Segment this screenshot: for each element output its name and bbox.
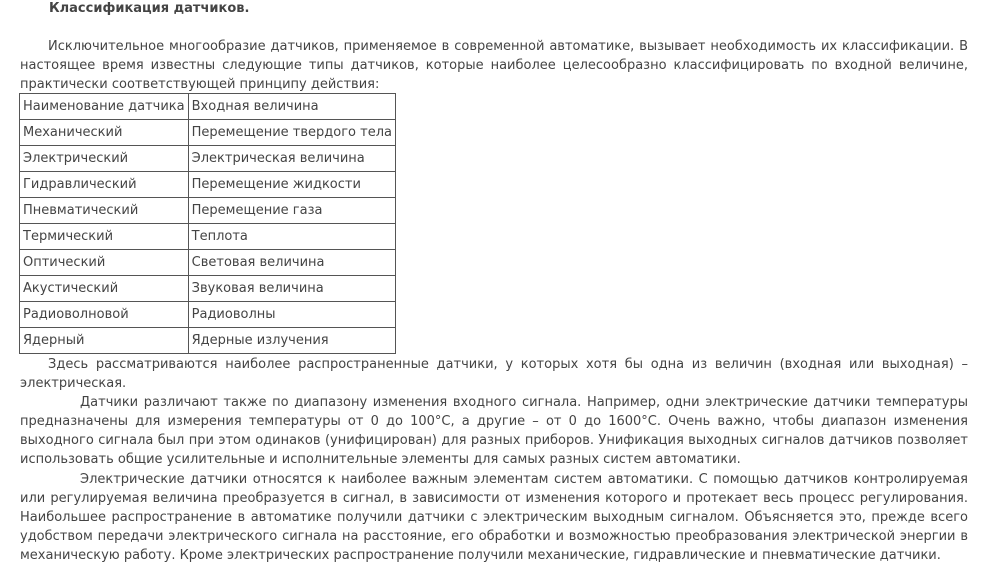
section-title: Классификация датчиков. xyxy=(49,1,250,16)
table-header-row xyxy=(20,94,396,120)
table-cell: Термический xyxy=(20,224,189,250)
table-header-cell: Входная величина xyxy=(188,94,395,120)
intro-paragraph: Исключительное многообразие датчиков, применяемое в современной автоматике, вызывает необходимость их классификации. В настоящее время известны следующие типы датчиков, которые наиболее целесообразно классифицировать по входной величине, практически соответствующей принципу действия: xyxy=(20,39,968,92)
table-cell: Перемещение твердого тела xyxy=(188,120,395,146)
table-cell: Радиоволны xyxy=(188,302,395,328)
table-cell: Ядерный xyxy=(20,328,189,354)
table-cell: Звуковая величина xyxy=(188,276,395,302)
table-row xyxy=(20,302,396,328)
table-cell: Гидравлический xyxy=(20,172,189,198)
table-header-cell: Наименование датчика xyxy=(20,94,189,120)
body-paragraph: Датчики различают также по диапазону изменения входного сигнала. Например, одни электрические датчики температуры предназначены для измерения температуры от 0 до 100°С, а другие – от 0 до 1600°С. Очень важно, чтобы диапазон изменения выходного сигнала был при этом одинаков (унифицирован) для разных приборов. Унификация выходных сигналов датчиков позволяет использовать общие усилительные и исполнительные элементы для самых разных систем автоматики. xyxy=(20,395,968,467)
table-row xyxy=(20,172,396,198)
table-row xyxy=(20,250,396,276)
table-row xyxy=(20,328,396,354)
table-cell: Перемещение жидкости xyxy=(188,172,395,198)
table-cell: Электрический xyxy=(20,146,189,172)
body-paragraph: Электрические датчики относятся к наиболее важным элементам систем автоматики. С помощью датчиков контролируемая или регулируемая величина преобразуется в сигнал, в зависимости от изменения которого и протекает весь процесс регулирования. Наибольшее распространение в автоматике получили датчики с электрическим выходным сигналом. Объясняется это, прежде всего удобством передачи электрического сигнала на расстояние, его обработки и возможностью преобразования электрической энергии в механическую работу. Кроме электрических распространение получили механические, гидравлические и пневматические датчики. xyxy=(20,472,968,563)
table-row xyxy=(20,120,396,146)
table-cell: Электрическая величина xyxy=(188,146,395,172)
table-cell: Световая величина xyxy=(188,250,395,276)
body-paragraph: Здесь рассматриваются наиболее распространенные датчики, у которых хотя бы одна из величин (входная или выходная) – электрическая. xyxy=(20,357,968,391)
table-row xyxy=(20,276,396,302)
table-cell: Акустический xyxy=(20,276,189,302)
table-row xyxy=(20,146,396,172)
sensor-classification-table xyxy=(19,93,396,354)
table-cell: Механический xyxy=(20,120,189,146)
table-row xyxy=(20,224,396,250)
table-cell: Теплота xyxy=(188,224,395,250)
table-cell: Радиоволновой xyxy=(20,302,189,328)
table-row xyxy=(20,198,396,224)
table-cell: Оптический xyxy=(20,250,189,276)
table-cell: Пневматический xyxy=(20,198,189,224)
table-cell: Перемещение газа xyxy=(188,198,395,224)
table-cell: Ядерные излучения xyxy=(188,328,395,354)
